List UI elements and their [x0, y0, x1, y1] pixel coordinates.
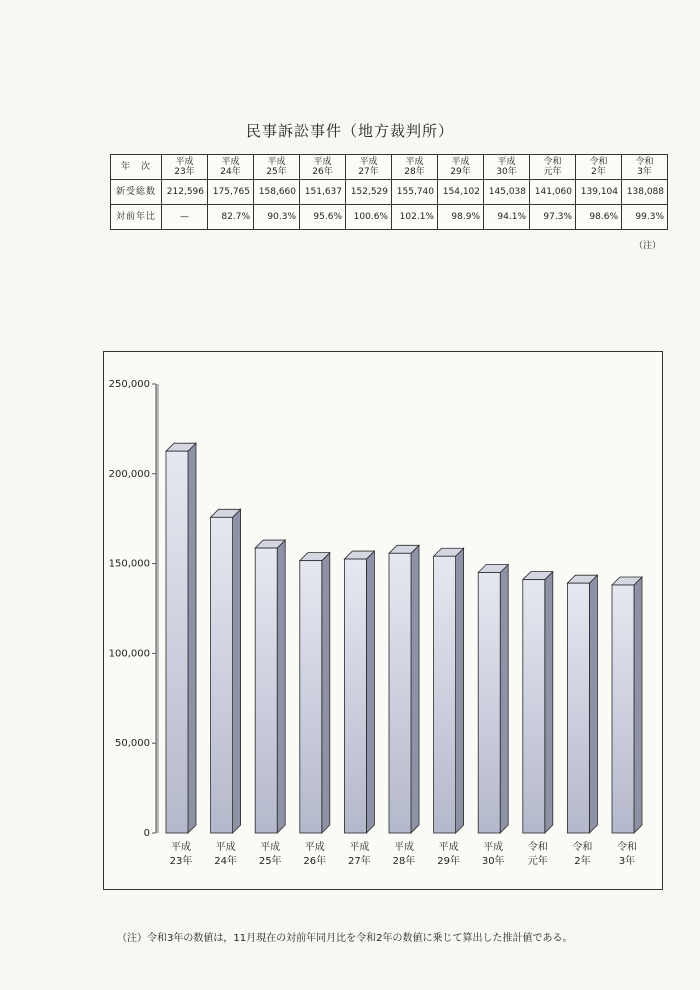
bar-side	[322, 553, 330, 833]
y-tick-label: 100,000	[108, 648, 150, 660]
y-tick-label: 50,000	[115, 738, 150, 750]
x-tick-label: 3年	[618, 856, 636, 867]
x-tick-label: 28年	[392, 856, 416, 867]
bar	[211, 517, 233, 833]
table-note-mark: （注）	[634, 241, 662, 251]
x-tick-label: 23年	[169, 856, 193, 867]
bar-side	[233, 509, 241, 833]
x-tick-label: 令和	[572, 842, 593, 853]
table-cell: 97.3%	[530, 205, 576, 230]
row-label: 新受総数	[111, 180, 162, 205]
year-cell: 平成 28年	[392, 155, 438, 180]
x-tick-label: 26年	[303, 856, 327, 867]
x-tick-label: 平成	[483, 842, 504, 853]
x-tick-label: 平成	[260, 842, 281, 853]
table-cell: 90.3%	[254, 205, 300, 230]
year-cell: 平成 27年	[346, 155, 392, 180]
year-cell: 平成 25年	[254, 155, 300, 180]
x-tick-label: 平成	[215, 842, 236, 853]
bar	[344, 559, 366, 833]
year-cell: 平成 30年	[484, 155, 530, 180]
x-tick-label: 平成	[349, 842, 370, 853]
bar-side	[589, 575, 597, 833]
table-cell: 139,104	[576, 180, 622, 205]
y-tick-label: 200,000	[108, 468, 150, 480]
x-tick-label: 平成	[171, 842, 191, 853]
y-tick-label: 150,000	[108, 558, 150, 570]
x-tick-label: 2年	[574, 856, 591, 867]
x-tick-label: 24年	[214, 856, 237, 867]
chart-frame	[103, 351, 663, 890]
bar	[567, 583, 589, 833]
x-tick-label: 27年	[348, 856, 371, 867]
table-cell: 155,740	[392, 180, 438, 205]
table-row	[111, 180, 668, 205]
table-cell: 94.1%	[484, 205, 530, 230]
bar-side	[634, 577, 642, 833]
table-cell: 82.7%	[208, 205, 254, 230]
x-tick-label: 25年	[258, 856, 282, 867]
bar-side	[277, 540, 285, 833]
year-header-cell: 年 次	[111, 155, 162, 180]
bar-side	[188, 443, 196, 833]
bar	[478, 573, 500, 833]
bar	[434, 556, 456, 833]
table-row	[111, 205, 668, 230]
bar-side	[545, 572, 553, 833]
chart-title: 民事訴訟事件（地方裁判所）	[245, 122, 454, 140]
bar-side	[456, 548, 464, 833]
x-tick-label: 30年	[481, 856, 505, 867]
x-tick-label: 平成	[304, 842, 325, 853]
bar	[389, 553, 411, 833]
x-tick-label: 29年	[437, 856, 460, 867]
year-cell: 平成 29年	[438, 155, 484, 180]
bar-side	[366, 551, 374, 833]
year-cell: 平成 26年	[300, 155, 346, 180]
table-cell: 212,596	[162, 180, 208, 205]
bar-chart	[104, 352, 662, 889]
table-cell: —	[162, 205, 208, 230]
table-cell: 95.6%	[300, 205, 346, 230]
bar	[166, 451, 188, 833]
table-cell: 175,765	[208, 180, 254, 205]
year-cell: 令和 2年	[576, 155, 622, 180]
x-tick-label: 平成	[394, 842, 414, 853]
x-tick-label: 令和	[617, 842, 637, 853]
table-cell: 100.6%	[346, 205, 392, 230]
table-cell: 138,088	[622, 180, 668, 205]
x-tick-label: 令和	[527, 842, 548, 853]
table-cell: 102.1%	[392, 205, 438, 230]
table-cell: 152,529	[346, 180, 392, 205]
table-cell: 151,637	[300, 180, 346, 205]
bar	[612, 585, 634, 833]
table-cell: 154,102	[438, 180, 484, 205]
year-cell: 令和 元年	[530, 155, 576, 180]
x-tick-label: 平成	[438, 842, 459, 853]
table-cell: 98.6%	[576, 205, 622, 230]
bar-side	[411, 545, 419, 833]
row-label: 対前年比	[111, 205, 162, 230]
table-cell: 99.3%	[622, 205, 668, 230]
y-tick-label: 250,000	[108, 379, 150, 390]
year-cell: 平成 24年	[208, 155, 254, 180]
table-cell: 145,038	[484, 180, 530, 205]
table-cell: 98.9%	[438, 205, 484, 230]
year-cell: 令和 3年	[622, 155, 668, 180]
bar	[523, 580, 545, 833]
bar	[300, 561, 322, 833]
y-tick-label: 0	[143, 828, 150, 839]
table-cell: 141,060	[530, 180, 576, 205]
bar-side	[500, 565, 508, 833]
bar	[255, 548, 277, 833]
table-cell: 158,660	[254, 180, 300, 205]
x-tick-label: 元年	[527, 856, 548, 867]
table-header-row	[111, 155, 668, 180]
footnote: （注）令和3年の数値は，11月現在の対前年同月比を令和2年の数値に乗じて算出した推計値である。	[117, 933, 573, 944]
year-cell: 平成 23年	[162, 155, 208, 180]
stats-table	[110, 154, 668, 230]
